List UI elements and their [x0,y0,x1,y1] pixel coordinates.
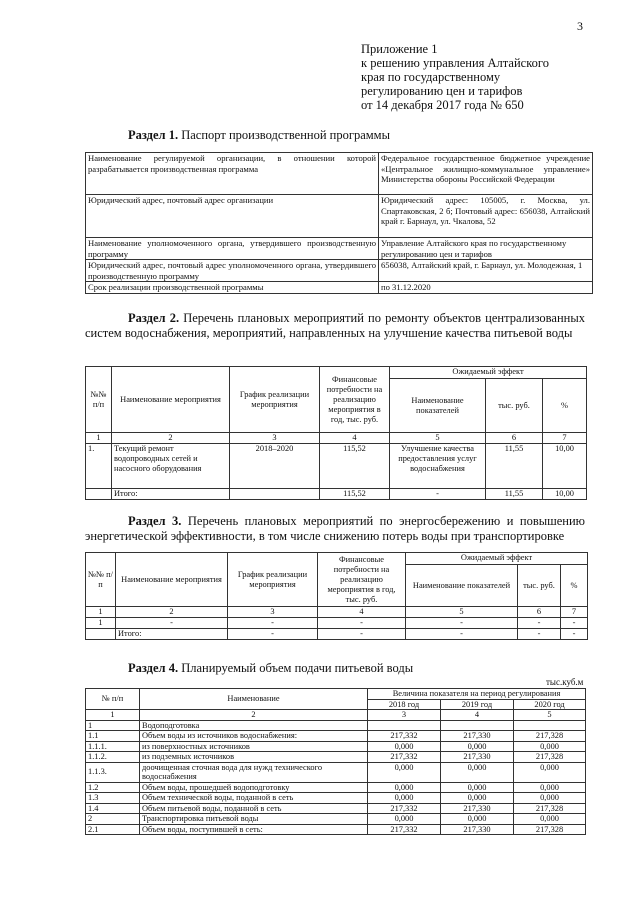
section4-title-bold: Раздел 4. [128,661,179,675]
row-name: Объем технической воды, поданной в сеть [140,793,368,804]
table-row [86,153,593,195]
cell-finance: 115,52 [320,444,390,489]
row-num: 1.2 [86,782,140,793]
row-value-2018: 217,332 [368,803,441,814]
total-finance: - [318,629,406,640]
col-name-header: Наименование мероприятия [116,553,228,607]
table-row [86,553,588,565]
row-value-2018 [368,720,441,731]
row-value-2019: 0,000 [441,814,514,825]
col-thousand-header: тыс. руб. [518,565,561,607]
table-row [86,260,593,282]
row-name: Транспортировка питьевой воды [140,814,368,825]
row-value-2019: 0,000 [441,741,514,752]
col-finance-header: Финансовые потребности на реализацию мероприятия в год, тыс. руб. [318,553,406,607]
table-row [86,282,593,294]
total-label: Итого: [112,489,230,500]
row-value-2020: 0,000 [514,782,586,793]
section1-title-bold: Раздел 1. [128,128,179,142]
col-number: 1 [86,607,116,618]
section3-title-text: Перечень плановых мероприятий по энергосбережению и повышению энергетической эффективности, в том числе снижению потерь воды при транспортировке [85,514,586,543]
col-number: 5 [390,433,486,444]
table-row [86,195,593,238]
total-schedule: - [228,629,318,640]
passport-label: Срок реализации производственной программы [86,282,379,294]
table-row [86,489,587,500]
cell-num: 1. [86,444,112,489]
col-period-header: Величина показателя на период регулирования [368,689,586,700]
row-value-2019: 217,330 [441,752,514,763]
passport-value: по 31.12.2020 [379,282,593,294]
row-value-2018: 0,000 [368,762,441,782]
col-indicator-header: Наименование показателей [406,565,518,607]
cell-thousand: - [518,618,561,629]
passport-label: Наименование регулируемой организации, в отношении которой разрабатывается производственная программа [86,153,379,195]
row-name: Объем воды, поступившей в сеть: [140,824,368,835]
repair-measures-table [85,366,587,500]
col-number: 5 [406,607,518,618]
table-row [86,710,586,721]
table-row [86,793,586,804]
row-value-2018: 217,332 [368,824,441,835]
row-value-2020: 0,000 [514,762,586,782]
table-row [86,433,587,444]
col-number: 2 [112,433,230,444]
appendix-line: к решению управления Алтайского [361,56,549,70]
row-name: Водоподготовка [140,720,368,731]
col-number: 4 [320,433,390,444]
row-value-2018: 217,332 [368,752,441,763]
row-num: 2 [86,814,140,825]
total-percent: - [561,629,588,640]
col-name-header: Наименование [140,689,368,710]
passport-table [85,152,593,294]
row-value-2019 [441,720,514,731]
total-thousand: 11,55 [486,489,543,500]
table-row [86,720,586,731]
row-value-2019: 217,330 [441,803,514,814]
row-name: из подземных источников [140,752,368,763]
col-year-header: 2020 год [514,699,586,710]
cell-name: - [116,618,228,629]
passport-label: Юридический адрес, почтовый адрес уполномоченного органа, утвердившего производственную программу [86,260,379,282]
table-row [86,824,586,835]
col-number: 7 [561,607,588,618]
row-value-2018: 0,000 [368,782,441,793]
col-number: 2 [140,710,368,721]
col-year-header: 2019 год [441,699,514,710]
unit-label: тыс.куб.м [546,677,584,687]
col-finance-header: Финансовые потребности на реализацию мероприятия в год, тыс. руб. [320,367,390,433]
row-num: 2.1 [86,824,140,835]
passport-value: 656038, Алтайский край, г. Барнаул, ул. Молодежная, 1 [379,260,593,282]
total-thousand: - [518,629,561,640]
cell-percent: 10,00 [543,444,587,489]
row-value-2020: 0,000 [514,741,586,752]
section1-title-text: Паспорт производственной программы [181,128,390,142]
row-num: 1 [86,720,140,731]
section4-title-text: Планируемый объем подачи питьевой воды [181,661,414,675]
table-row [86,689,586,700]
section2-title [85,311,585,341]
table-row [86,803,586,814]
row-num: 1.1.2. [86,752,140,763]
table-row [86,444,587,489]
row-value-2020: 0,000 [514,793,586,804]
row-value-2019: 0,000 [441,782,514,793]
total-schedule [230,489,320,500]
col-num-header: № п/п [86,689,140,710]
appendix-line: от 14 декабря 2017 года № 650 [361,98,524,112]
row-name: из поверхностных источников [140,741,368,752]
total-indicator: - [406,629,518,640]
row-num: 1.4 [86,803,140,814]
row-value-2019: 0,000 [441,762,514,782]
row-value-2018: 0,000 [368,741,441,752]
cell-num: 1 [86,618,116,629]
row-value-2020: 217,328 [514,824,586,835]
col-year-header: 2018 год [368,699,441,710]
col-number: 3 [230,433,320,444]
col-percent-header: % [561,565,588,607]
cell-finance: - [318,618,406,629]
col-num-header: №№ п/п [86,553,116,607]
cell-indicator: - [406,618,518,629]
passport-label: Наименование уполномоченного органа, утвердившего производственную программу [86,238,379,260]
section3-title [85,514,585,544]
col-number: 2 [116,607,228,618]
section1-title [128,128,390,143]
row-num: 1.3 [86,793,140,804]
passport-value: Федеральное государственное бюджетное учреждение «Центральное жилищно-коммунальное управление» Министерства обороны Российской Федерации [379,153,593,195]
col-indicator-header: Наименование показателей [390,379,486,433]
row-value-2018: 217,332 [368,731,441,742]
table-row [86,782,586,793]
table-row [86,762,586,782]
appendix-line: регулированию цен и тарифов [361,84,523,98]
row-value-2020 [514,720,586,731]
section3-title-bold: Раздел 3. [128,514,182,528]
section4-title [128,661,413,676]
col-num-header: №№ п/п [86,367,112,433]
col-number: 6 [518,607,561,618]
row-value-2018: 0,000 [368,793,441,804]
section2-title-bold: Раздел 2. [128,311,180,325]
cell-name: Текущий ремонт водопроводных сетей и насосного оборудования [112,444,230,489]
row-name: Объем питьевой воды, поданной в сеть [140,803,368,814]
cell-schedule: - [228,618,318,629]
col-name-header: Наименование мероприятия [112,367,230,433]
col-effect-header: Ожидаемый эффект [406,553,588,565]
table-row [86,752,586,763]
appendix-header [361,42,601,112]
cell-indicator: Улучшение качества предоставления услуг водоснабжения [390,444,486,489]
table-row [86,629,588,640]
col-thousand-header: тыс. руб. [486,379,543,433]
col-effect-header: Ожидаемый эффект [390,367,587,379]
appendix-line: Приложение 1 [361,42,438,56]
table-row [86,618,588,629]
col-number: 1 [86,433,112,444]
passport-value: Управление Алтайского края по государственному регулированию цен и тарифов [379,238,593,260]
row-value-2019: 0,000 [441,793,514,804]
row-value-2019: 217,330 [441,731,514,742]
col-number: 3 [228,607,318,618]
total-indicator: - [390,489,486,500]
row-num: 1.1 [86,731,140,742]
table-row [86,814,586,825]
energy-measures-table [85,552,588,640]
col-schedule-header: График реализации мероприятия [228,553,318,607]
passport-label: Юридический адрес, почтовый адрес организации [86,195,379,238]
cell-thousand: 11,55 [486,444,543,489]
col-percent-header: % [543,379,587,433]
row-name: Объем воды из источников водоснабжения: [140,731,368,742]
row-value-2019: 217,330 [441,824,514,835]
table-row [86,367,587,379]
cell-percent: - [561,618,588,629]
col-schedule-header: График реализации мероприятия [230,367,320,433]
appendix-line: края по государственному [361,70,501,84]
total-finance: 115,52 [320,489,390,500]
row-value-2020: 217,328 [514,803,586,814]
col-number: 3 [368,710,441,721]
row-name: доочищенная сточная вода для нужд технического водоснабжения [140,762,368,782]
row-value-2018: 0,000 [368,814,441,825]
table-row [86,607,588,618]
table-row [86,731,586,742]
table-row [86,238,593,260]
table-row [86,741,586,752]
row-num: 1.1.3. [86,762,140,782]
col-number: 6 [486,433,543,444]
passport-value: Юридический адрес: 105005, г. Москва, ул. Спартаковская, 2 б; Почтовый адрес: 656038, Алтайский край г. Барнаул, ул. Чкалова, 52 [379,195,593,238]
col-number: 4 [441,710,514,721]
col-number: 4 [318,607,406,618]
row-value-2020: 217,328 [514,752,586,763]
row-value-2020: 0,000 [514,814,586,825]
total-percent: 10,00 [543,489,587,500]
section2-title-text: Перечень плановых мероприятий по ремонту объектов централизованных систем водоснабжения, мероприятий, направленных на улучшение качества питьевой воды [85,311,585,340]
row-value-2020: 217,328 [514,731,586,742]
water-volume-table [85,688,586,835]
page-number: 3 [577,19,583,33]
col-number: 5 [514,710,586,721]
cell-schedule: 2018–2020 [230,444,320,489]
total-label: Итого: [116,629,228,640]
row-name: Объем воды, прошедшей водоподготовку [140,782,368,793]
col-number: 1 [86,710,140,721]
col-number: 7 [543,433,587,444]
row-num: 1.1.1. [86,741,140,752]
